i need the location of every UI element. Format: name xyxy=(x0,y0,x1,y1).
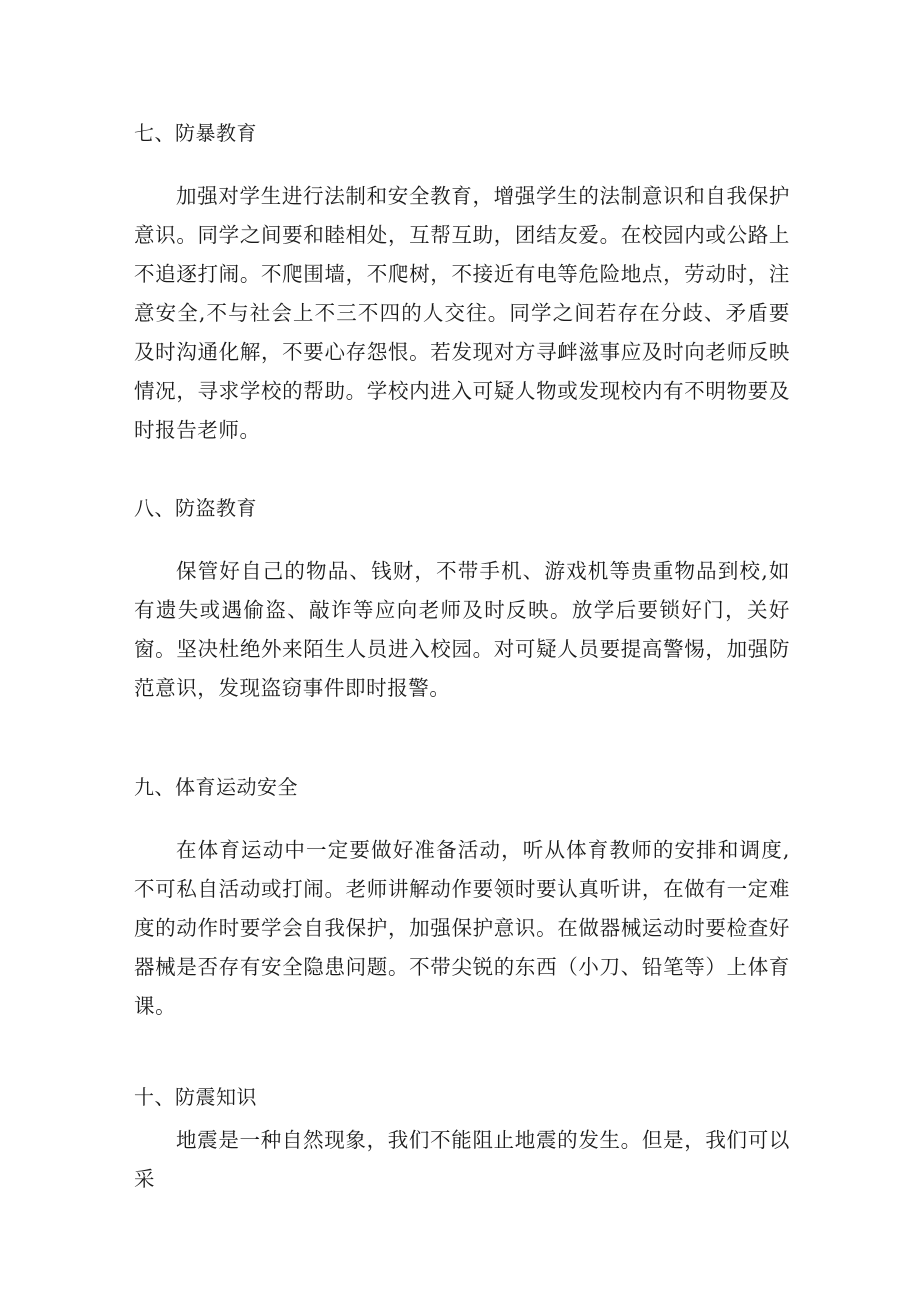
section-heading-anti-violence: 七、防暴教育 xyxy=(134,121,257,145)
section-body-anti-theft: 保管好自己的物品、钱财，不带手机、游戏机等贵重物品到校,如有遗失或遇偷盗、敲诈等应向老师及时反映。放学后要锁好门，关好窗。坚决杜绝外来陌生人员进入校园。对可疑人员要提高警惕，加强防范意识，发现盗窃事件即时报警。 xyxy=(134,559,790,700)
section-heading-anti-theft: 八、防盗教育 xyxy=(134,496,257,520)
section-body-anti-violence: 加强对学生进行法制和安全教育，增强学生的法制意识和自我保护意识。同学之间要和睦相处，互帮互助，团结友爱。在校园内或公路上不追逐打闹。不爬围墙，不爬树，不接近有电等危险地点，劳动时，注意安全,不与社会上不三不四的人交往。同学之间若存在分歧、矛盾要及时沟通化解，不要心存怨恨。若发现对方寻衅滋事应及时向老师反映情况，寻求学校的帮助。学校内进入可疑人物或发现校内有不明物要及时报告老师。 xyxy=(134,184,790,442)
section-body-earthquake: 地震是一种自然现象，我们不能阻止地震的发生。但是，我们可以采 xyxy=(134,1128,790,1191)
section-heading-earthquake: 十、防震知识 xyxy=(134,1085,257,1109)
section-body-sports-safety: 在体育运动中一定要做好准备活动，听从体育教师的安排和调度,不可私自活动或打闹。老师讲解动作要领时要认真听讲，在做有一定难度的动作时要学会自我保护，加强保护意识。在做器械运动时要检查好器械是否存有安全隐患问题。不带尖锐的东西（小刀、铅笔等）上体育课。 xyxy=(134,838,790,1018)
section-heading-sports-safety: 九、体育运动安全 xyxy=(134,775,298,799)
